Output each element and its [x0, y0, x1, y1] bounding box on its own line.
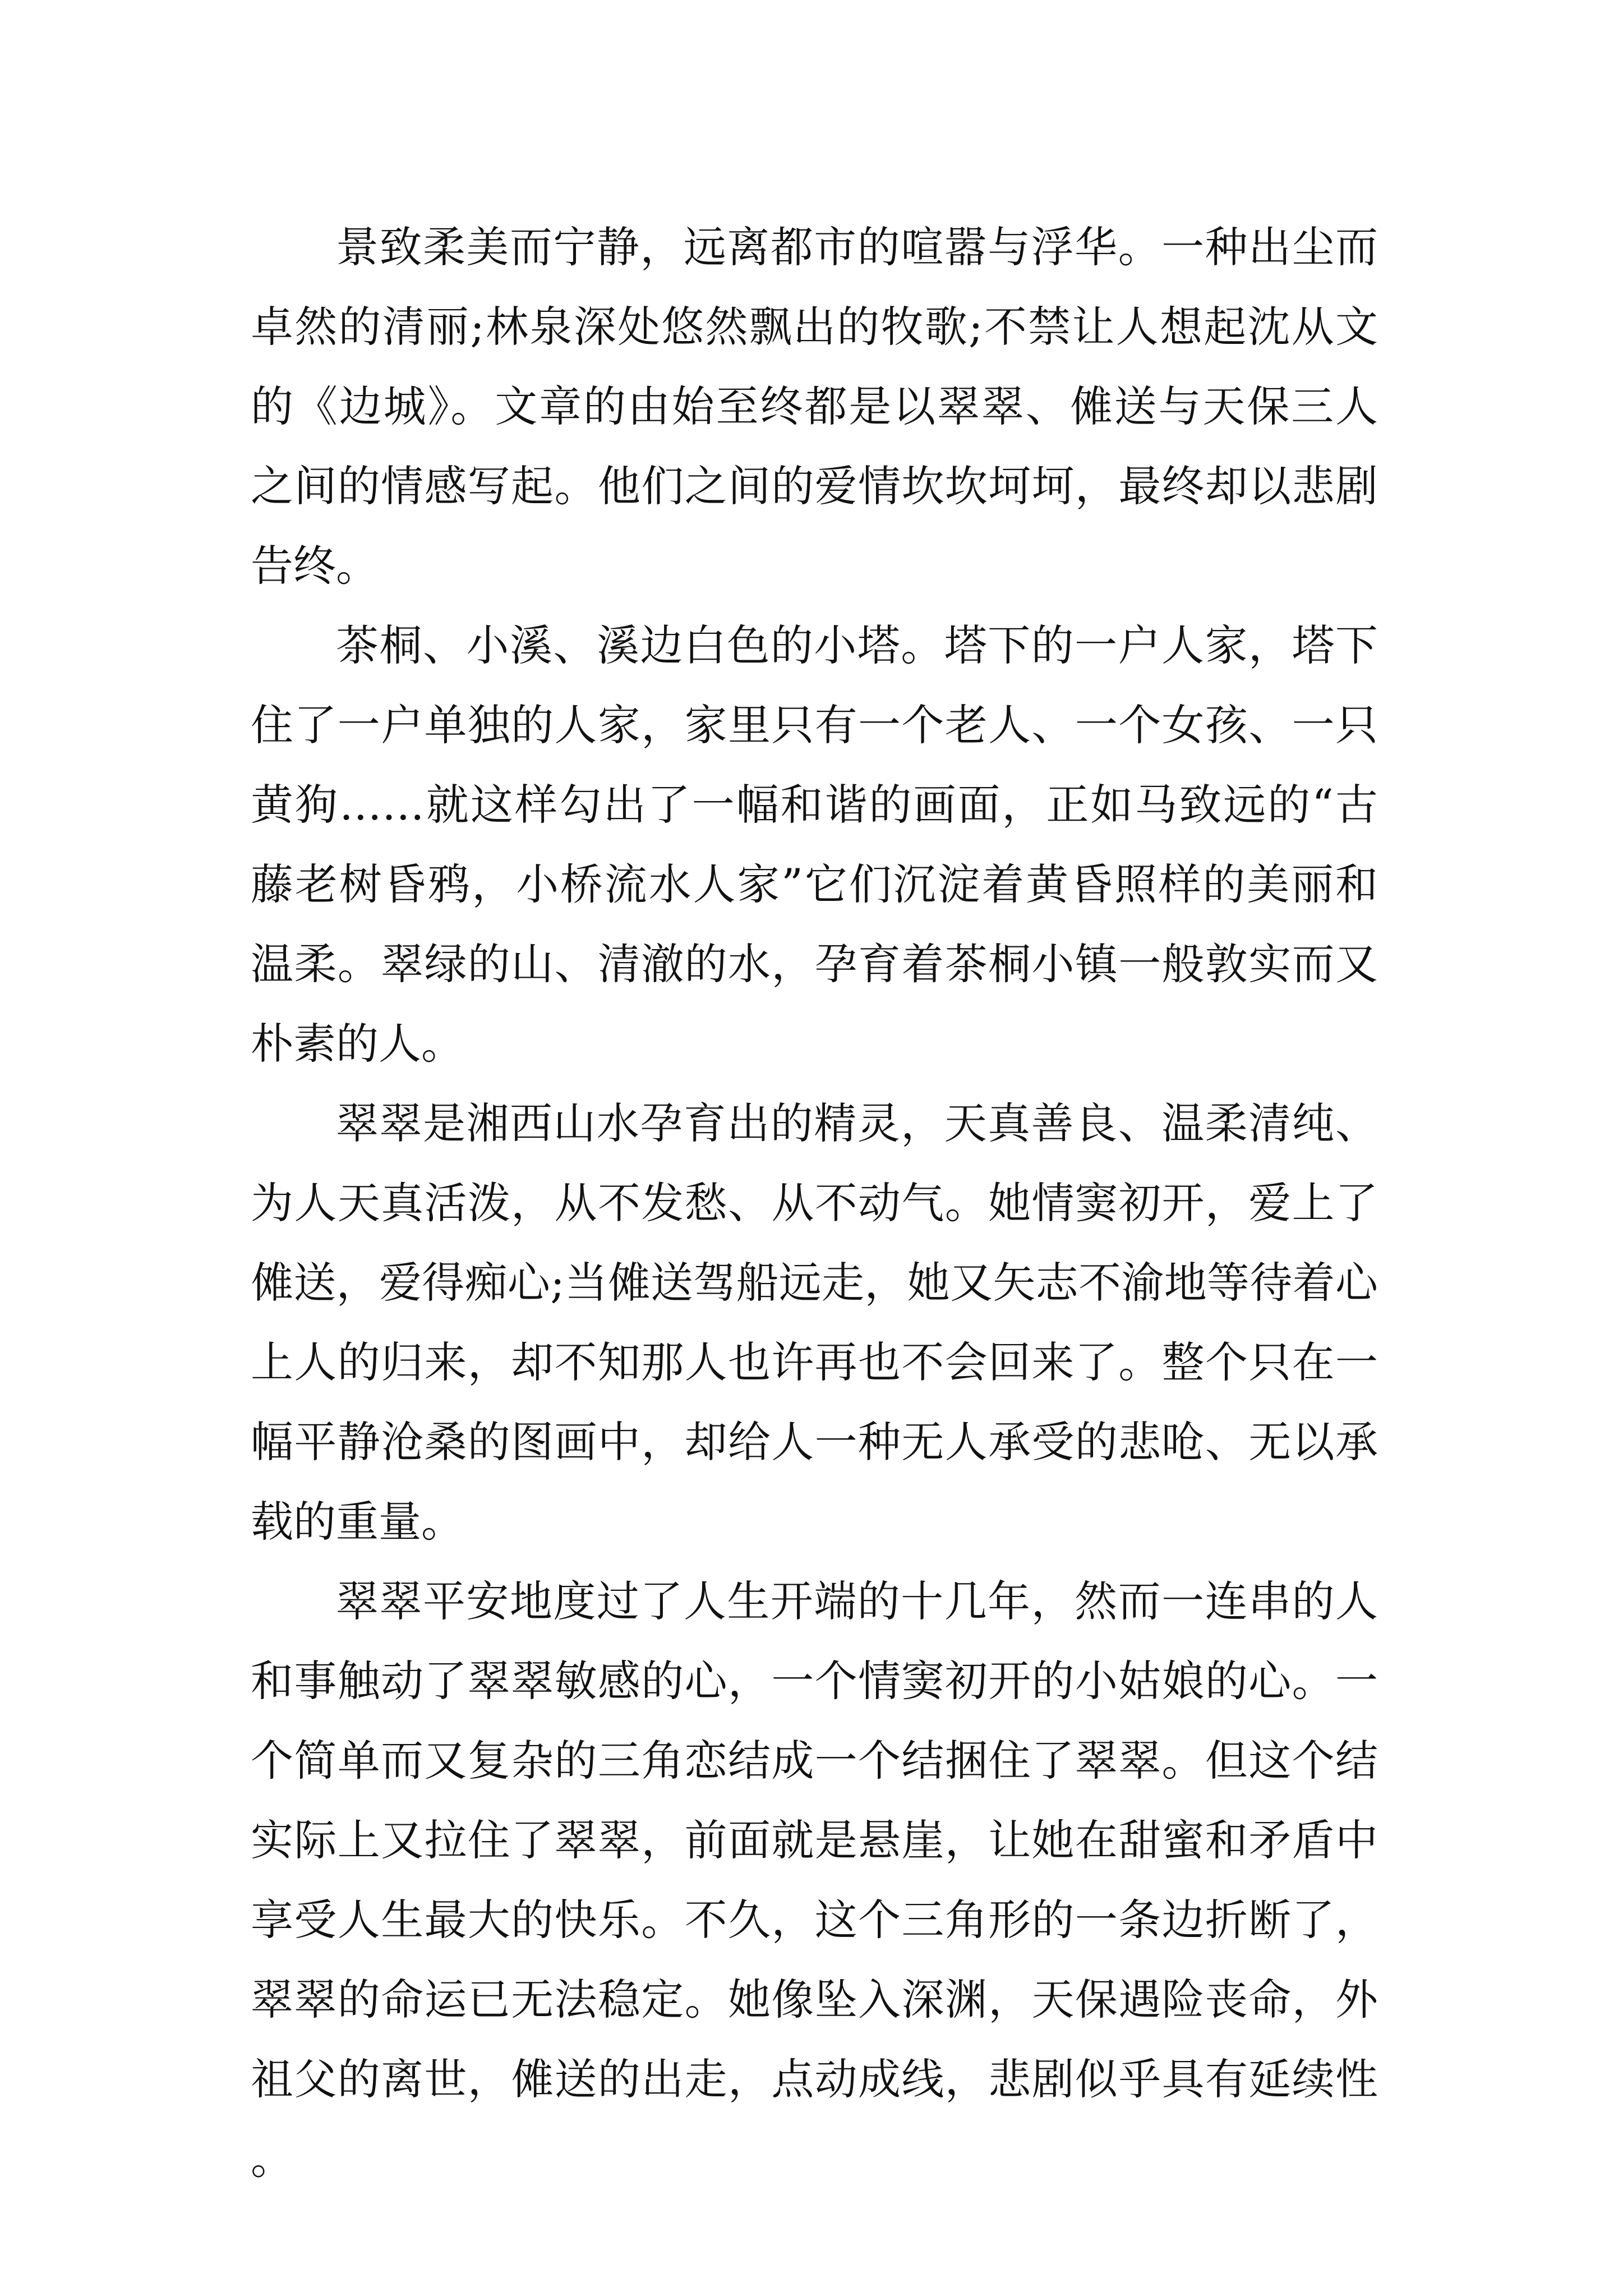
paragraph-2: 茶桐、小溪、溪边白色的小塔。塔下的一户人家，塔下住了一户单独的人家，家里只有一个老人、一个女孩、一只黄狗……就这样勾出了一幅和谐的画面，正如马致远的“古藤老树昏鸦，小桥流水人家”它们沉淀着黄昏照样的美丽和温柔。翠绿的山、清澈的水，孕育着茶桐小镇一般敦实而又朴素的人。	[251, 620, 1378, 1069]
paragraph-3: 翠翠是湘西山水孕育出的精灵，天真善良、温柔清纯、为人天真活泼，从不发愁、从不动气。她情窦初开，爱上了傩送，爱得痴心;当傩送驾船远走，她又矢志不渝地等待着心上人的归来，却不知那人也许再也不会回来了。整个只在一幅平静沧桑的图画中，却给人一种无人承受的悲呛、无以承载的重量。	[251, 1098, 1378, 1547]
paragraph-1: 景致柔美而宁静，远离都市的喧嚣与浮华。一种出尘而卓然的清丽;林泉深处悠然飘出的牧歌;不禁让人想起沈从文的《边城》。文章的由始至终都是以翠翠、傩送与天保三人之间的情感写起。他们之间的爱情坎坎坷坷，最终却以悲剧告终。	[251, 222, 1378, 591]
paragraph-4: 翠翠平安地度过了人生开端的十几年，然而一连串的人和事触动了翠翠敏感的心，一个情窦初开的小姑娘的心。一个简单而又复杂的三角恋结成一个结捆住了翠翠。但这个结实际上又拉住了翠翠，前面就是悬崖，让她在甜蜜和矛盾中享受人生最大的快乐。不久，这个三角形的一条边折断了，翠翠的命运已无法稳定。她像坠入深渊，天保遇险丧命，外祖父的离世，傩送的出走，点动成线，悲剧似乎具有延续性。	[251, 1576, 1378, 2184]
document-body	[251, 208, 1378, 2199]
